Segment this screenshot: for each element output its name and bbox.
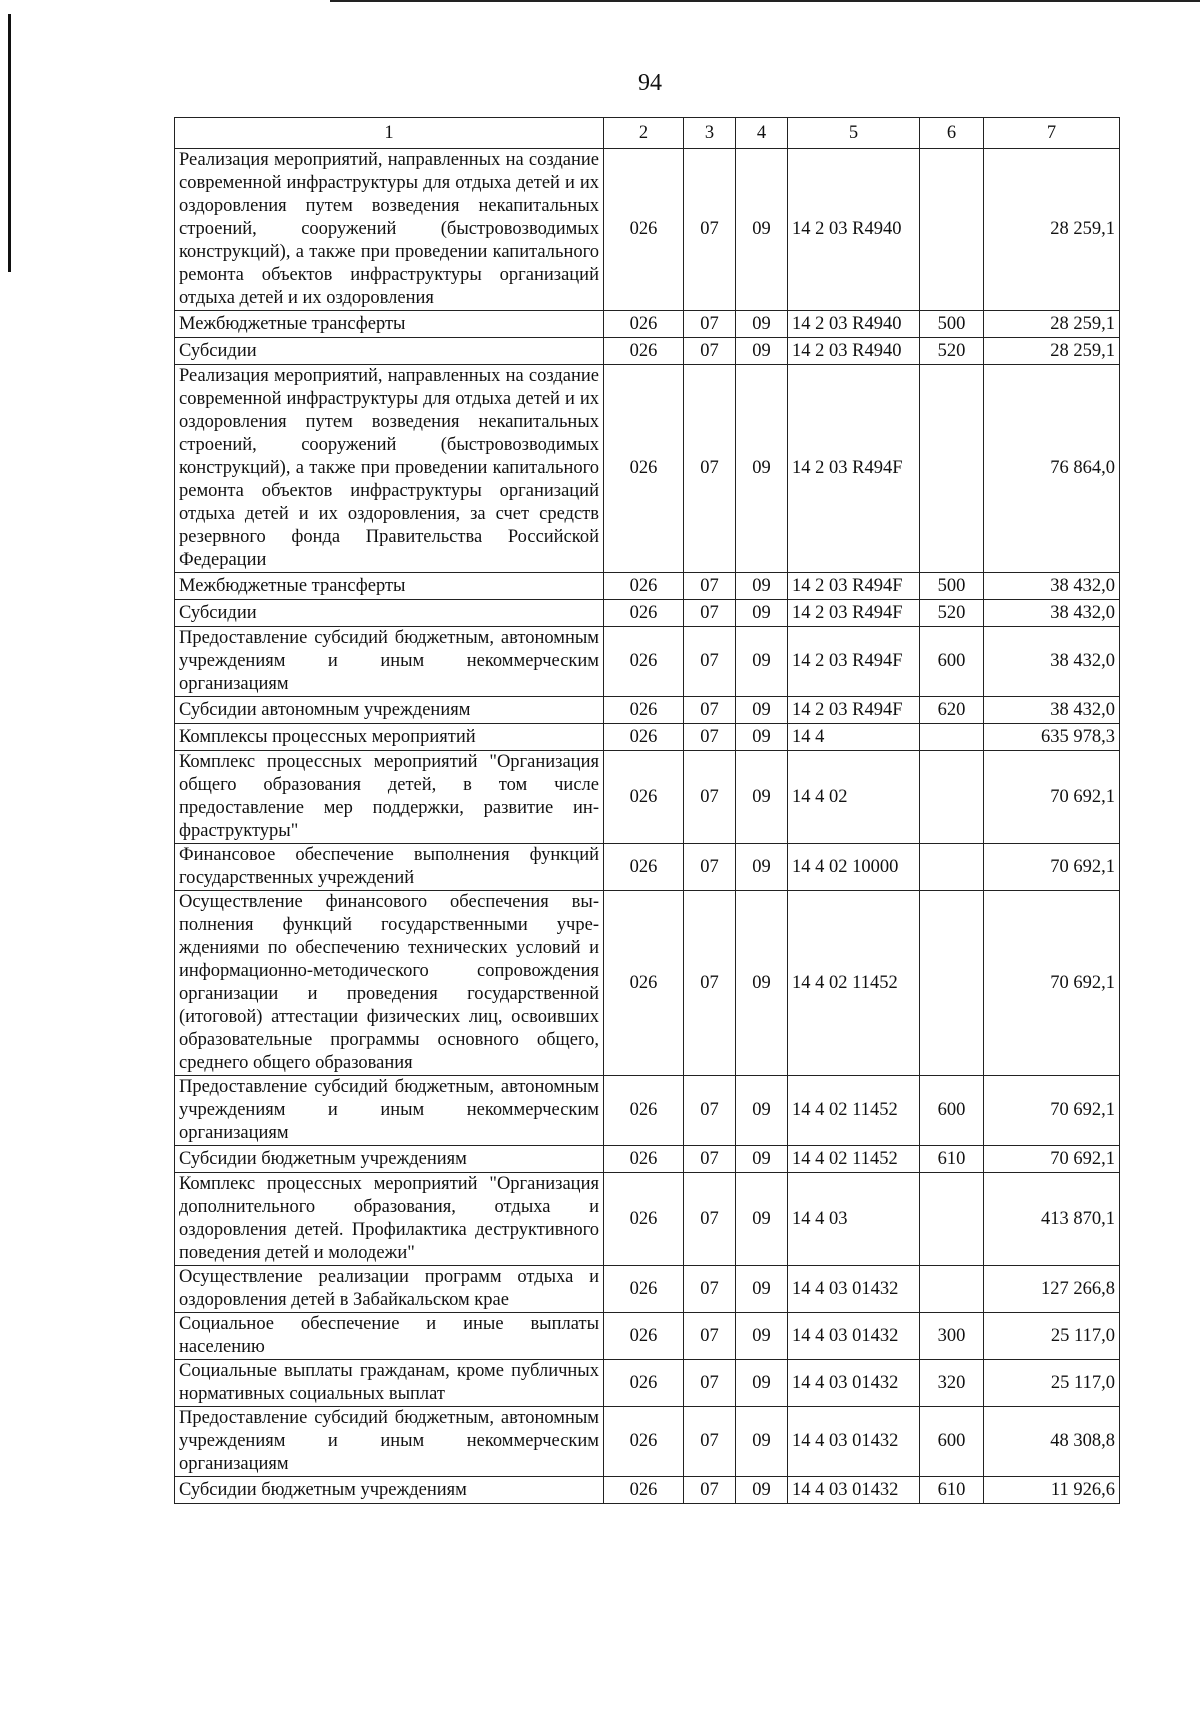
row-name: Субсидии бюджетным учреждениям [175, 1146, 604, 1173]
row-name: Межбюджетные трансферты [175, 311, 604, 338]
table-row [175, 573, 1120, 600]
row-admin-code: 026 [604, 149, 684, 311]
row-amount: 413 870,1 [984, 1173, 1120, 1266]
row-admin-code: 026 [604, 891, 684, 1076]
row-expense-type: 610 [920, 1146, 984, 1173]
row-name: Предоставление субсидий бюджетным, автономным учреждениям и иным некоммерческим организациям [175, 1076, 604, 1146]
row-admin-code: 026 [604, 600, 684, 627]
row-target-code: 14 4 03 01432 [788, 1477, 920, 1504]
row-name: Субсидии [175, 600, 604, 627]
row-admin-code: 026 [604, 1266, 684, 1313]
row-admin-code: 026 [604, 1173, 684, 1266]
row-name: Комплекс процессных мероприятий "Организация общего образования детей, в том числе предоставление мер поддержки, развитие инфраструктуры" [175, 751, 604, 844]
row-name: Межбюджетные трансферты [175, 573, 604, 600]
row-subsection: 09 [736, 1076, 788, 1146]
row-name: Субсидии автономным учреждениям [175, 697, 604, 724]
row-section: 07 [684, 600, 736, 627]
row-name: Субсидии [175, 338, 604, 365]
row-expense-type: 520 [920, 338, 984, 365]
row-name: Предоставление субсидий бюджетным, автономным учреждениям и иным некоммерческим организациям [175, 1407, 604, 1477]
row-subsection: 09 [736, 149, 788, 311]
scan-edge-line [330, 0, 1200, 2]
row-expense-type [920, 365, 984, 573]
row-subsection: 09 [736, 1477, 788, 1504]
row-amount: 28 259,1 [984, 338, 1120, 365]
row-section: 07 [684, 1407, 736, 1477]
table-row [175, 338, 1120, 365]
row-section: 07 [684, 1266, 736, 1313]
row-subsection: 09 [736, 627, 788, 697]
row-admin-code: 026 [604, 1146, 684, 1173]
row-amount: 38 432,0 [984, 697, 1120, 724]
row-subsection: 09 [736, 338, 788, 365]
row-amount: 635 978,3 [984, 724, 1120, 751]
row-amount: 11 926,6 [984, 1477, 1120, 1504]
row-amount: 48 308,8 [984, 1407, 1120, 1477]
row-target-code: 14 4 03 [788, 1173, 920, 1266]
row-amount: 70 692,1 [984, 891, 1120, 1076]
row-expense-type [920, 891, 984, 1076]
row-admin-code: 026 [604, 627, 684, 697]
column-header: 3 [684, 118, 736, 149]
row-expense-type: 620 [920, 697, 984, 724]
row-target-code: 14 4 [788, 724, 920, 751]
row-section: 07 [684, 365, 736, 573]
column-header: 4 [736, 118, 788, 149]
row-amount: 28 259,1 [984, 311, 1120, 338]
row-expense-type: 600 [920, 627, 984, 697]
row-amount: 70 692,1 [984, 844, 1120, 891]
row-target-code: 14 4 03 01432 [788, 1313, 920, 1360]
table-row [175, 311, 1120, 338]
row-amount: 127 266,8 [984, 1266, 1120, 1313]
row-target-code: 14 4 02 [788, 751, 920, 844]
table-row [175, 724, 1120, 751]
row-name: Осуществление реализации программ отдыха и оздоровления детей в Забайкальском крае [175, 1266, 604, 1313]
table-row [175, 844, 1120, 891]
row-subsection: 09 [736, 311, 788, 338]
row-target-code: 14 4 03 01432 [788, 1407, 920, 1477]
row-amount: 38 432,0 [984, 627, 1120, 697]
margin-mark [8, 14, 11, 272]
row-admin-code: 026 [604, 844, 684, 891]
column-header: 2 [604, 118, 684, 149]
row-section: 07 [684, 891, 736, 1076]
row-section: 07 [684, 697, 736, 724]
row-section: 07 [684, 1076, 736, 1146]
row-subsection: 09 [736, 600, 788, 627]
row-subsection: 09 [736, 1173, 788, 1266]
row-target-code: 14 2 03 R4940 [788, 338, 920, 365]
row-subsection: 09 [736, 697, 788, 724]
row-subsection: 09 [736, 365, 788, 573]
row-expense-type [920, 844, 984, 891]
row-amount: 25 117,0 [984, 1313, 1120, 1360]
table-body [175, 149, 1120, 1504]
row-section: 07 [684, 751, 736, 844]
row-target-code: 14 2 03 R4940 [788, 311, 920, 338]
row-target-code: 14 2 03 R494F [788, 573, 920, 600]
row-admin-code: 026 [604, 751, 684, 844]
row-amount: 38 432,0 [984, 573, 1120, 600]
row-section: 07 [684, 149, 736, 311]
row-section: 07 [684, 844, 736, 891]
row-admin-code: 026 [604, 1313, 684, 1360]
row-target-code: 14 4 02 11452 [788, 891, 920, 1076]
row-subsection: 09 [736, 1146, 788, 1173]
row-target-code: 14 4 03 01432 [788, 1360, 920, 1407]
row-admin-code: 026 [604, 338, 684, 365]
row-subsection: 09 [736, 844, 788, 891]
table-row [175, 627, 1120, 697]
row-subsection: 09 [736, 751, 788, 844]
page-number: 94 [638, 70, 662, 96]
row-amount: 76 864,0 [984, 365, 1120, 573]
row-name: Реализация мероприятий, направленных на создание современной инфраструктуры для отдыха детей и их оздоровления путем возведения некапитальных строений, сооружений (быстровозводимых конструкций), а также при проведении капитального ремонта объектов инфраструктуры организаций отдыха детей и их оздоровления [175, 149, 604, 311]
row-expense-type: 300 [920, 1313, 984, 1360]
row-name: Осуществление финансового обеспечения выполнения функций государственными учреждениями по обеспечению технических условий и информационно-методического сопровождения организации и проведения государственной (итоговой) аттестации физических лиц, освоивших образовательные программы основного общего, среднего общего образования [175, 891, 604, 1076]
row-expense-type [920, 149, 984, 311]
row-name: Реализация мероприятий, направленных на создание современной инфраструктуры для отдыха детей и их оздоровления путем возведения некапитальных строений, сооружений (быстровозводимых конструкций), а также при проведении капитального ремонта объектов инфраструктуры организаций отдыха детей и их оздоровления, за счет средств резервного фонда Правительства Российской Федерации [175, 365, 604, 573]
row-name: Предоставление субсидий бюджетным, автономным учреждениям и иным некоммерческим организациям [175, 627, 604, 697]
row-subsection: 09 [736, 1407, 788, 1477]
row-section: 07 [684, 724, 736, 751]
row-name: Финансовое обеспечение выполнения функций государственных учреждений [175, 844, 604, 891]
row-subsection: 09 [736, 1360, 788, 1407]
row-admin-code: 026 [604, 365, 684, 573]
table-row [175, 600, 1120, 627]
row-target-code: 14 4 02 11452 [788, 1076, 920, 1146]
row-admin-code: 026 [604, 311, 684, 338]
row-subsection: 09 [736, 1266, 788, 1313]
row-expense-type: 500 [920, 311, 984, 338]
column-header: 5 [788, 118, 920, 149]
column-header: 1 [175, 118, 604, 149]
row-section: 07 [684, 1477, 736, 1504]
row-subsection: 09 [736, 573, 788, 600]
row-expense-type: 320 [920, 1360, 984, 1407]
table-row [175, 1477, 1120, 1504]
row-expense-type [920, 724, 984, 751]
row-section: 07 [684, 1360, 736, 1407]
row-section: 07 [684, 1313, 736, 1360]
row-admin-code: 026 [604, 1477, 684, 1504]
table-row [175, 1360, 1120, 1407]
row-name: Субсидии бюджетным учреждениям [175, 1477, 604, 1504]
row-name: Комплексы процессных мероприятий [175, 724, 604, 751]
table-row [175, 1266, 1120, 1313]
row-section: 07 [684, 1146, 736, 1173]
row-admin-code: 026 [604, 724, 684, 751]
row-subsection: 09 [736, 724, 788, 751]
column-header: 7 [984, 118, 1120, 149]
table-header-row [175, 118, 1120, 149]
row-expense-type: 600 [920, 1076, 984, 1146]
row-expense-type [920, 1266, 984, 1313]
table-row [175, 1146, 1120, 1173]
table-row [175, 891, 1120, 1076]
table-row [175, 1076, 1120, 1146]
row-expense-type: 500 [920, 573, 984, 600]
table-row [175, 365, 1120, 573]
table-row [175, 1407, 1120, 1477]
row-amount: 38 432,0 [984, 600, 1120, 627]
row-name: Социальное обеспечение и иные выплаты населению [175, 1313, 604, 1360]
column-header: 6 [920, 118, 984, 149]
row-expense-type: 600 [920, 1407, 984, 1477]
row-name: Комплекс процессных мероприятий "Организация дополнительного образования, отдыха и оздоровления детей. Профилактика деструктивного поведения детей и молодежи" [175, 1173, 604, 1266]
row-section: 07 [684, 338, 736, 365]
row-amount: 28 259,1 [984, 149, 1120, 311]
row-target-code: 14 4 02 10000 [788, 844, 920, 891]
row-expense-type: 610 [920, 1477, 984, 1504]
row-section: 07 [684, 311, 736, 338]
table-row [175, 1173, 1120, 1266]
row-admin-code: 026 [604, 1360, 684, 1407]
row-amount: 70 692,1 [984, 751, 1120, 844]
row-admin-code: 026 [604, 1076, 684, 1146]
row-target-code: 14 2 03 R4940 [788, 149, 920, 311]
table-row [175, 1313, 1120, 1360]
row-target-code: 14 4 02 11452 [788, 1146, 920, 1173]
row-section: 07 [684, 573, 736, 600]
row-expense-type: 520 [920, 600, 984, 627]
table-row [175, 751, 1120, 844]
row-subsection: 09 [736, 891, 788, 1076]
row-amount: 70 692,1 [984, 1146, 1120, 1173]
row-target-code: 14 2 03 R494F [788, 365, 920, 573]
row-target-code: 14 4 03 01432 [788, 1266, 920, 1313]
row-subsection: 09 [736, 1313, 788, 1360]
row-target-code: 14 2 03 R494F [788, 697, 920, 724]
row-expense-type [920, 1173, 984, 1266]
row-admin-code: 026 [604, 1407, 684, 1477]
row-amount: 70 692,1 [984, 1076, 1120, 1146]
budget-table [174, 117, 1120, 1504]
row-name: Социальные выплаты гражданам, кроме публичных нормативных социальных выплат [175, 1360, 604, 1407]
row-target-code: 14 2 03 R494F [788, 627, 920, 697]
row-amount: 25 117,0 [984, 1360, 1120, 1407]
table-row [175, 149, 1120, 311]
row-section: 07 [684, 1173, 736, 1266]
row-target-code: 14 2 03 R494F [788, 600, 920, 627]
table-row [175, 697, 1120, 724]
row-admin-code: 026 [604, 573, 684, 600]
row-section: 07 [684, 627, 736, 697]
row-admin-code: 026 [604, 697, 684, 724]
row-expense-type [920, 751, 984, 844]
